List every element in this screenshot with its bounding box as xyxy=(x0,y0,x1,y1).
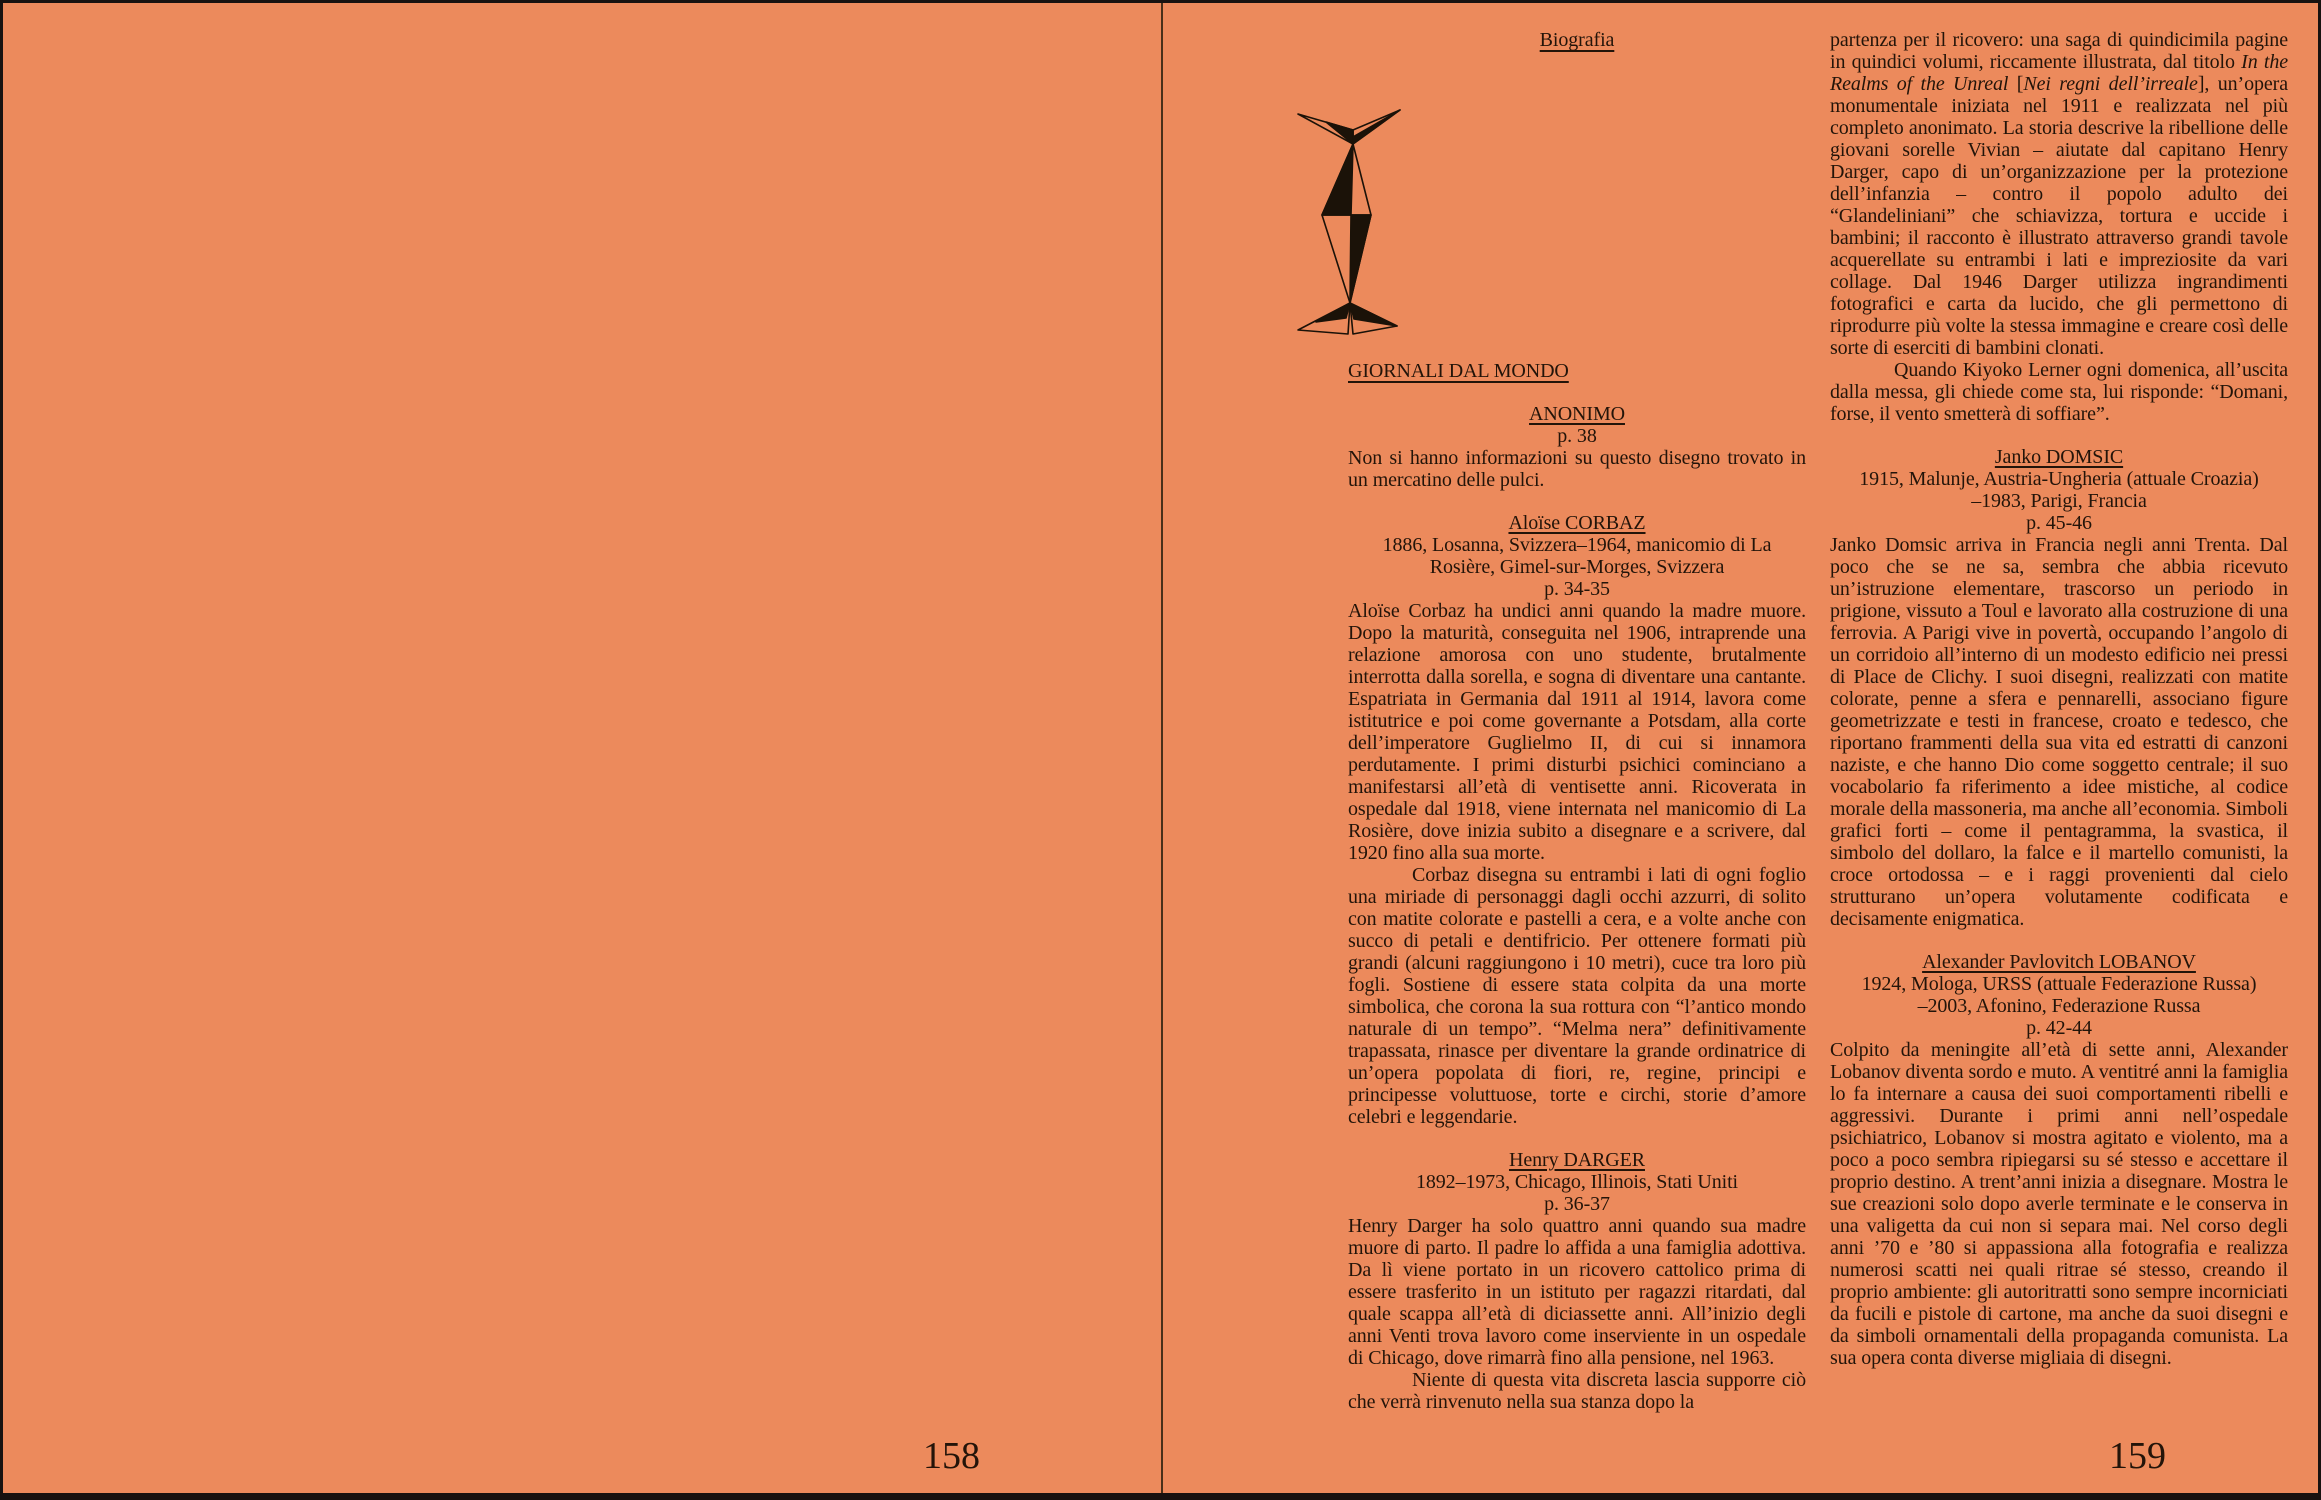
artist-bio-paragraph-continued: partenza per il ricovero: una saga di quindicimila pagine in quindici volumi, riccamente illustrata, dal titolo In the Realms of the Unreal [Nei regni dell’irreale], un’opera monumentale iniziata nel 1911 e realizzata nel più completo anonimato. La storia descrive la ribellione delle giovani sorelle Vivian – aiutate dal capitano Henry Darger, capo di un’organizzazione per la protezione dell’infanzia – contro il popolo adulto dei “Glandeliniani” che schiavizza, tortura e uccide i bambini; il racconto è illustrato attraverso grandi tavole acquerellate su entrambi i lati e impreziosite da vari collage. Dal 1946 Darger utilizza ingrandimenti fotografici e carta da lucido, che gli permettono di riprodurre più volte la stessa immagine e creare così delle sorte di eserciti di bambini clonati. xyxy=(1830,29,2288,359)
artist-bio-paragraph: Quando Kiyoko Lerner ogni domenica, all’uscita dalla messa, gli chiede come sta, lui risponde: “Domani, forse, il vento smetterà di soffiare”. xyxy=(1830,359,2288,425)
page-gutter-line xyxy=(1161,3,1163,1493)
entry-darger xyxy=(1348,1149,1806,1413)
entry-domsic xyxy=(1830,446,2288,930)
chapter-title: Biografia xyxy=(1539,29,1615,51)
artist-dates: –2003, Afonino, Federazione Russa xyxy=(1917,995,2201,1017)
artist-dates: 1924, Mologa, URSS (attuale Federazione Russa) xyxy=(1861,973,2257,995)
artist-bio-paragraph: Non si hanno informazioni su questo disegno trovato in un mercatino delle pulci. xyxy=(1348,447,1806,491)
artist-pages: p. 36-37 xyxy=(1544,1193,1610,1215)
artist-dates: 1886, Losanna, Svizzera–1964, manicomio di La Rosière, Gimel-sur-Morges, Svizzera xyxy=(1382,534,1772,578)
artist-dates: 1892–1973, Chicago, Illinois, Stati Uniti xyxy=(1415,1171,1738,1193)
artist-bio-paragraph: Niente di questa vita discreta lascia supporre ciò che verrà rinvenuto nella sua stanza dopo la xyxy=(1348,1369,1806,1413)
artist-name: Aloïse CORBAZ xyxy=(1508,512,1646,534)
entry-corbaz xyxy=(1348,512,1806,1128)
artist-pages: p. 42-44 xyxy=(2026,1017,2092,1039)
right-page-column-2 xyxy=(1830,29,2288,1369)
artist-dates: 1915, Malunje, Austria-Ungheria (attuale Croazia) xyxy=(1859,468,2259,490)
artist-pages: p. 38 xyxy=(1557,425,1597,447)
artist-bio-paragraph: Colpito da meningite all’età di sette anni, Alexander Lobanov diventa sordo e muto. A ventitré anni la famiglia lo fa internare a causa dei suoi comportamenti ribelli e aggressivi. Durante i primi anni nell’ospedale psichiatrico, Lobanov si mostra agitato e violento, ma a poco a poco sembra ripiegarsi su sé stesso e accettare il proprio destino. A trent’anni inizia a disegnare. Mostra le sue creazioni solo dopo averle terminate e le conserva in una valigetta da cui non si separa mai. Nel corso degli anni ’70 e ’80 si appassiona alla fotografia e realizza numerosi scatti nei quali ritrae sé stesso, creando il proprio ambiente: gli autoritratti sono sempre incorniciati da fucili e pistole di cartone, ma anche da suoi disegni e da simboli ornamentali della propaganda comunista. La sua opera conta diverse migliaia di disegni. xyxy=(1830,1039,2288,1369)
page-number-right: 159 xyxy=(2109,1435,2166,1477)
artist-bio-paragraph: Corbaz disegna su entrambi i lati di ogni foglio una miriade di personaggi dagli occhi azzurri, di solito con matite colorate e pastelli a cera, e a volte anche con succo di petali e dentifricio. Per ottenere formati più grandi (alcuni raggiungono i 10 metri), cuce tra loro più fogli. Sostiene di essere stata colpita da una morte simbolica, che corona la sua rottura con “l’antico mondo naturale di un tempo”. “Melma nera” definitivamente trapassata, rinasce per diventare la grande ordinatrice di un’opera popolata di fiori, re, regine, principi e principesse voluttuose, torte e circhi, storie d’amore celebri e leggendarie. xyxy=(1348,864,1806,1128)
artist-pages: p. 34-35 xyxy=(1544,578,1610,600)
artist-bio-paragraph: Janko Domsic arriva in Francia negli anni Trenta. Dal poco che se ne sa, sembra che abbia ricevuto un’istruzione elementare, trascorso un periodo in prigione, vissuto a Toul e lavorato alla costruzione di una ferrovia. A Parigi vive in povertà, occupando l’angolo di un corridoio all’interno di un modesto edificio nei pressi di Place de Clichy. I suoi disegni, realizzati con matite colorate, penne a sfera e pennarelli, associano figure geometrizzate e testi in francese, croato e tedesco, che riportano frammenti della sua vita ed estratti di canzoni naziste, e che hanno Dio come soggetto centrale; il suo vocabolario fa riferimento a idee mistiche, al codice morale della massoneria, ma anche all’economia. Simboli grafici forti – come il pentagramma, la svastica, il simbolo del dollaro, la falce e il martello comunisti, la croce ortodossa – e i raggi provenienti dal cielo strutturano un’opera volutamente codificata e decisamente enigmatica. xyxy=(1830,534,2288,930)
artist-pages: p. 45-46 xyxy=(2026,512,2092,534)
entry-anonimo xyxy=(1348,403,1806,491)
artist-bio-paragraph: Aloïse Corbaz ha undici anni quando la madre muore. Dopo la maturità, conseguita nel 1906, intraprende una relazione amorosa con uno studente, brutalmente interrotta dalla sorella, e sogna di diventare una cantante. Espatriata in Germania dal 1911 al 1914, lavora come istitutrice e poi come governante a Potsdam, alla corte dell’imperatore Guglielmo II, di cui si innamora perdutamente. I primi disturbi psichici cominciano a manifestarsi all’età di ventisette anni. Ricoverata in ospedale dal 1918, viene internata nel manicomio di La Rosière, dove inizia subito a disegnare e a scrivere, dal 1920 fino alla sua morte. xyxy=(1348,600,1806,864)
artist-bio-paragraph: Henry Darger ha solo quattro anni quando sua madre muore di parto. Il padre lo affida a una famiglia adottiva. Da lì viene portato in un ricovero cattolico prima di essere trasferito in un istituto per ragazzi ritardati, dal quale scappa all’età di diciassette anni. All’inizio degli anni Venti trova lavoro come inserviente in un ospedale di Chicago, dove rimarrà fino alla pensione, nel 1963. xyxy=(1348,1215,1806,1369)
artist-name: Alexander Pavlovitch LOBANOV xyxy=(1922,951,2196,973)
artist-name: ANONIMO xyxy=(1529,403,1625,425)
abstract-figure-logo-icon xyxy=(1296,107,1403,337)
page-number-left: 158 xyxy=(923,1435,980,1477)
right-page-column-1 xyxy=(1348,29,1806,1413)
section-title: GIORNALI DAL MONDO xyxy=(1348,360,1569,382)
artist-name: Henry DARGER xyxy=(1508,1149,1645,1171)
entry-lobanov xyxy=(1830,951,2288,1369)
artist-name: Janko DOMSIC xyxy=(1994,446,2124,468)
artist-dates: –1983, Parigi, Francia xyxy=(1971,490,2147,512)
